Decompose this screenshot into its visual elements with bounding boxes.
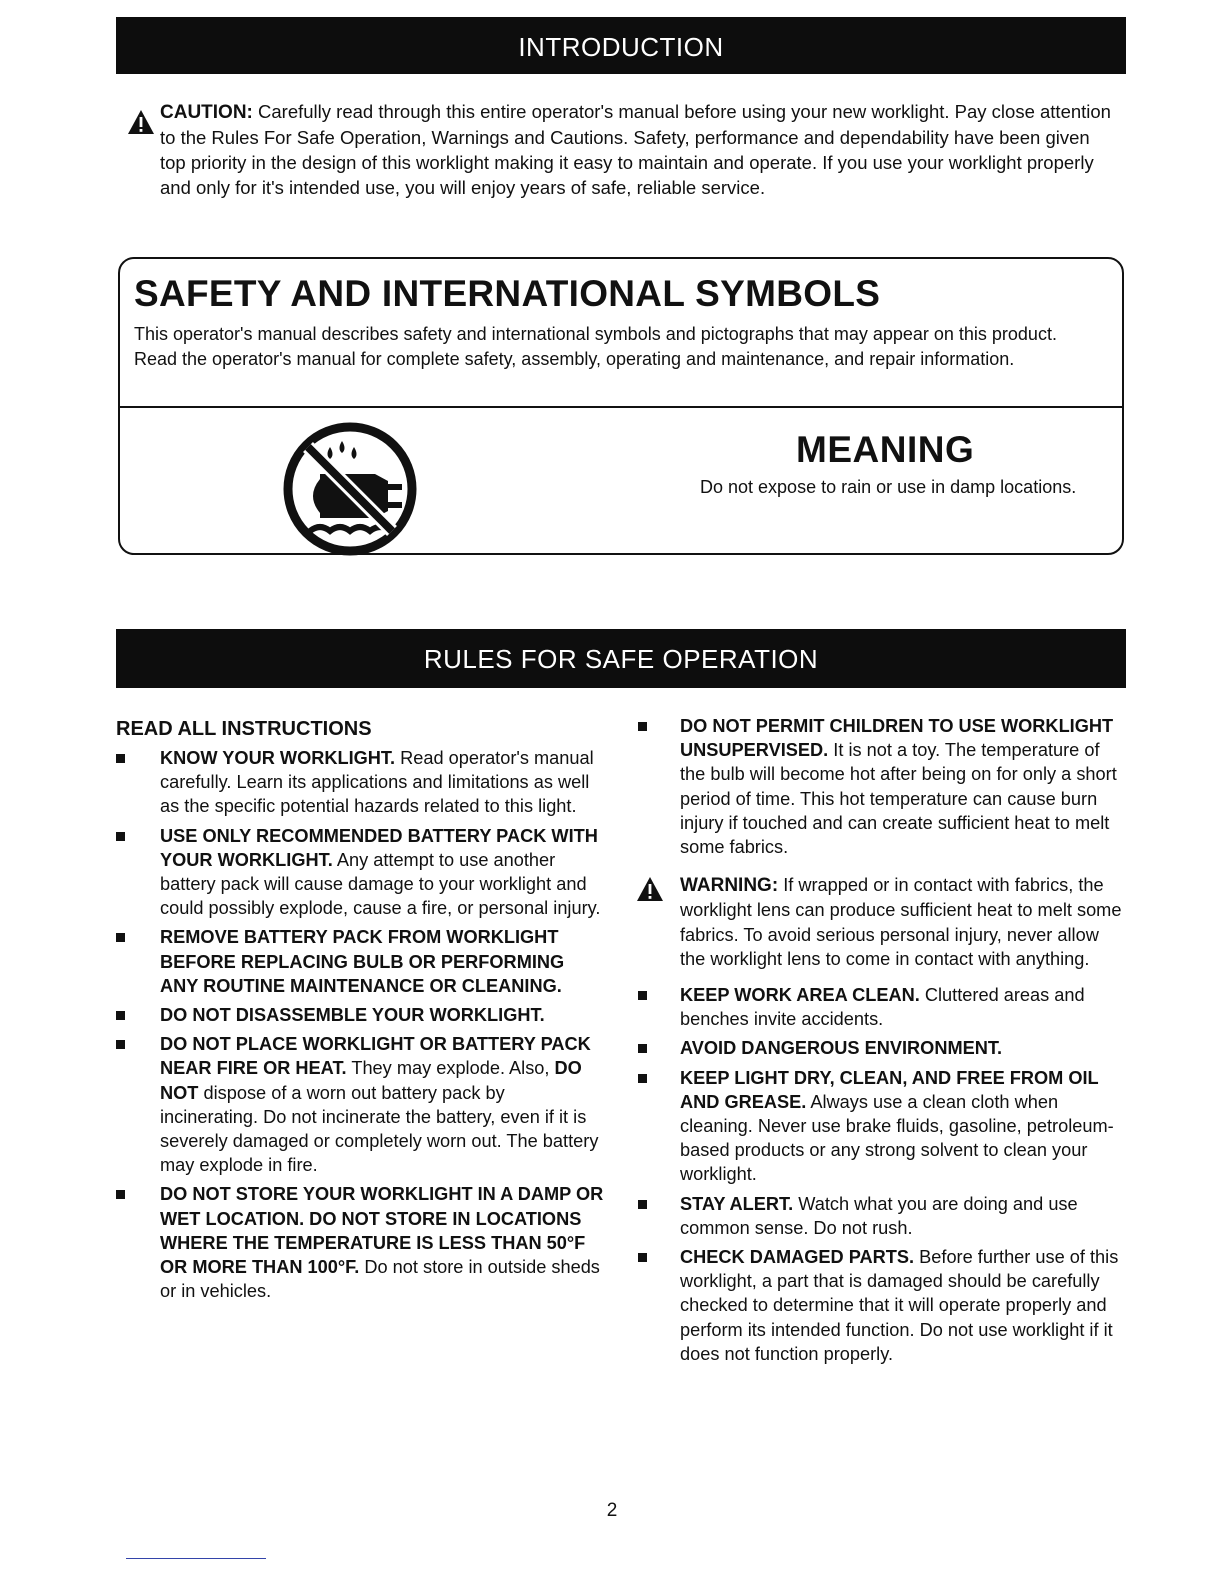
rule-item: [116, 824, 606, 921]
rule-item: [116, 746, 606, 819]
caution-paragraph: [160, 99, 1120, 200]
rule-title: DO NOT PLACE WORKLIGHT OR BATTERY PACK NEAR FIRE OR HEAT.: [160, 1034, 591, 1079]
safety-symbols-description: This operator's manual describes safety and international symbols and pictographs that may appear on this product. Read the operator's manual for complete safety, assembly, operating and maintenance, and repair information.: [134, 324, 1057, 369]
rule-title: STAY ALERT.: [680, 1193, 794, 1214]
rules-right-column: [636, 714, 1126, 1371]
bullet-square-icon: [638, 1253, 647, 1262]
rule-item: [116, 1032, 606, 1177]
rule-text: It is not a toy. The temperature of the bulb will become hot after being on for only a short period of time. This hot temperature can cause burn injury if touched and can create sufficient heat to melt some fabrics.: [680, 740, 1117, 858]
safety-divider: [120, 406, 1122, 408]
rules-left-column: [116, 716, 606, 1308]
rule-emphasis: DO NOT: [160, 1058, 582, 1103]
rule-title: DO NOT STORE YOUR WORKLIGHT IN A DAMP OR WET LOCATION. DO NOT STORE IN LOCATIONS WHERE THE TEMPERATURE IS LESS THAN 50°F OR MORE THAN 100°F.: [160, 1184, 604, 1278]
rule-text: Do not store in outside sheds or in vehicles.: [160, 1257, 600, 1302]
caution-warning-icon: [127, 109, 155, 135]
bullet-square-icon: [638, 1200, 647, 1209]
rule-text: Before further use of this worklight, a part that is damaged should be carefully checked to determine that it will operate properly and perform its intended function. Do not use worklight if it does not function properly.: [680, 1247, 1119, 1364]
rule-title: DO NOT DISASSEMBLE YOUR WORKLIGHT.: [160, 1005, 545, 1026]
bullet-square-icon: [116, 1040, 125, 1049]
meaning-heading: MEANING: [796, 429, 975, 470]
rule-text: dispose of a worn out battery pack by incinerating. Do not incinerate the battery, even if it is severely damaged or completely worn out. The battery may explode in fire.: [160, 1082, 599, 1176]
caution-text: Carefully read through this entire operator's manual before using your new worklight. Pay close attention to the Rules For Safe Operation, Warnings and Cautions. Safety, performance and dependability have been given top priority in the design of this worklight making it easy to maintain and operate. If you use your worklight properly and only for it's intended use, you will enjoy years of safe, reliable service.: [160, 101, 1111, 198]
rule-title: AVOID DANGEROUS ENVIRONMENT.: [680, 1038, 1003, 1059]
bullet-square-icon: [638, 1074, 647, 1083]
warning-triangle-icon: [636, 876, 664, 902]
bullet-square-icon: [116, 832, 125, 841]
warning-text: If wrapped or in contact with fabrics, the worklight lens can produce sufficient heat to melt some fabrics. To avoid serious personal injury, never allow the worklight lens to come in contact with anything.: [680, 875, 1122, 969]
safety-symbols-box: [118, 257, 1124, 555]
warning-paragraph: [636, 873, 1126, 971]
footer-rule: [126, 1558, 266, 1559]
warning-label: WARNING:: [680, 875, 779, 897]
introduction-banner: INTRODUCTION: [116, 17, 1126, 74]
rule-item: [116, 1003, 606, 1027]
bullet-square-icon: [116, 754, 125, 763]
rule-item: [636, 1066, 1126, 1187]
rule-item: [636, 714, 1126, 859]
rule-item: [636, 983, 1126, 1031]
bullet-square-icon: [116, 1190, 125, 1199]
caution-label: CAUTION:: [160, 102, 253, 123]
bullet-square-icon: [638, 722, 647, 731]
bullet-square-icon: [638, 1044, 647, 1053]
rule-item: [116, 1182, 606, 1303]
rule-title: KEEP LIGHT DRY, CLEAN, AND FREE FROM OIL AND GREASE.: [680, 1067, 1099, 1112]
bullet-square-icon: [116, 933, 125, 942]
rule-item: [636, 1192, 1126, 1240]
rule-item: [116, 925, 606, 998]
rule-title: KNOW YOUR WORKLIGHT.: [160, 748, 396, 768]
rule-text: Always use a clean cloth when cleaning. Never use brake fluids, gasoline, petroleum-based products or any strong solvent to clean your worklight.: [680, 1091, 1114, 1185]
rule-text: Any attempt to use another battery pack will cause damage to your worklight and could possibly explode, cause a fire, or personal injury.: [160, 849, 601, 919]
rule-text: Read operator's manual carefully. Learn its applications and limitations as well as the specific potential hazards related to this light.: [160, 748, 594, 817]
bullet-square-icon: [116, 1011, 125, 1020]
meaning-text: Do not expose to rain or use in damp locations.: [700, 477, 1077, 497]
rules-banner: RULES FOR SAFE OPERATION: [116, 629, 1126, 688]
bullet-square-icon: [638, 991, 647, 1000]
rule-text: They may explode. Also,: [346, 1058, 555, 1079]
rule-title: KEEP WORK AREA CLEAN.: [680, 985, 920, 1006]
rule-text: Watch what you are doing and use common sense. Do not rush.: [680, 1193, 1078, 1238]
read-all-instructions-heading: READ ALL INSTRUCTIONS: [116, 718, 372, 740]
page-number: 2: [606, 1500, 618, 1521]
safety-symbols-title: SAFETY AND INTERNATIONAL SYMBOLS: [134, 273, 881, 314]
rule-item: [636, 1245, 1126, 1366]
rule-title: USE ONLY RECOMMENDED BATTERY PACK WITH YOUR WORKLIGHT.: [160, 825, 598, 870]
rule-title: REMOVE BATTERY PACK FROM WORKLIGHT BEFORE REPLACING BULB OR PERFORMING ANY ROUTINE MAINTENANCE OR CLEANING.: [160, 927, 565, 996]
rule-item: [636, 1036, 1126, 1060]
rule-title: DO NOT PERMIT CHILDREN TO USE WORKLIGHT UNSUPERVISED.: [680, 716, 1114, 761]
rule-text: Cluttered areas and benches invite accidents.: [680, 985, 1085, 1030]
rule-title: CHECK DAMAGED PARTS.: [680, 1247, 915, 1268]
no-rain-damp-location-icon: [280, 419, 420, 559]
